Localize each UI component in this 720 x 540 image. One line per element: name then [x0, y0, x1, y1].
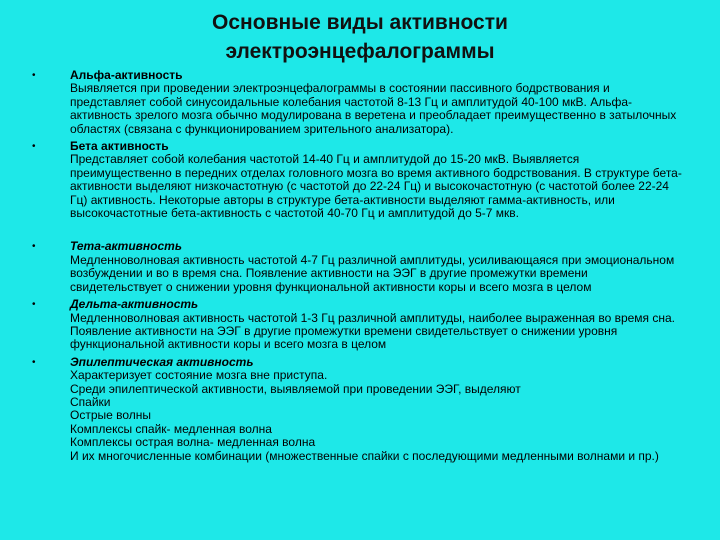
- list-item-delta: [32, 298, 682, 352]
- item-body: Выявляется при проведении электроэнцефалограммы в состоянии пассивного бодрствования и представляет собой синусоидальные колебания частотой 8-13 Гц и амплитудой 40-100 мкВ. Альфа-активность зрелого мозга обычно модулирована в веретена и преобладает преимущественно в затылочных областях (связана с функционированием зрительного анализатора).: [70, 81, 677, 136]
- item-title: Эпилептическая активность: [70, 354, 254, 369]
- item-body: Представляет собой колебания частотой 14-40 Гц и амплитудой до 15-20 мкВ. Выявляется преимущественно в передних отделах головного мозга во время активного бодрствования. В структуре бета-активности выделяют низкочастотную (с частотой до 22-24 Гц) и высокочастотную (с частотой более 22-24 Гц) активность. Некоторые авторы в структуре бета-активности выделяют гамма-активность, или высокочастотные бета-активность с частотой 40-70 Гц и амплитудой до 5-7 мкв.: [70, 152, 682, 221]
- item-line: Характеризует состояние мозга вне приступа.: [70, 368, 328, 383]
- item-line: И их многочисленные комбинации (множественные спайки с последующими медленными волнами и пр.): [70, 448, 659, 463]
- item-body: Медленноволновая активность частотой 4-7 Гц различной амплитуды, усиливающаяся при эмоциональном возбуждении и во в время сна. Появление активности на ЭЭГ в другие промежутки времени свидетельствует о снижении уровня функциональной активности коры и всего мозга в целом: [70, 252, 675, 294]
- item-title: Альфа-активность: [70, 68, 183, 82]
- slide-title-line-1: Основные виды активности: [212, 11, 508, 34]
- bullet: •: [32, 356, 36, 368]
- item-title: Тета-активность: [70, 239, 182, 254]
- item-line: Среди эпилептической активности, выявляемой при проведении ЭЭГ, выделяют: [70, 381, 521, 396]
- list-item-theta: [32, 240, 682, 294]
- slide-title-line-2: электроэнцефалограммы: [225, 40, 495, 63]
- list-item-alpha: [32, 69, 682, 136]
- item-body: Медленноволновая активность частотой 1-3 Гц различной амплитуды, наиболее выраженная во время сна. Появление активности на ЭЭГ в другие промежутки времени свидетельствует о снижении уровня функциональной активности коры и всего мозга в целом: [70, 310, 676, 352]
- list-item-beta: [32, 140, 682, 220]
- item-line: Комплексы острая волна- медленная волна: [70, 435, 316, 450]
- item-title: Бета активность: [70, 139, 169, 154]
- bullet: •: [32, 241, 36, 253]
- item-line: Комплексы спайк- медленная волна: [70, 421, 272, 436]
- bullet: •: [32, 299, 36, 311]
- item-line: Спайки: [70, 394, 111, 409]
- item-line: Острые волны: [70, 408, 152, 423]
- item-title: Дельта-активность: [70, 297, 199, 312]
- list-item-epileptic: [32, 356, 682, 463]
- slide-title: [0, 8, 720, 66]
- bullet: •: [32, 70, 36, 81]
- bullet: •: [32, 141, 36, 153]
- activity-list: [32, 69, 682, 463]
